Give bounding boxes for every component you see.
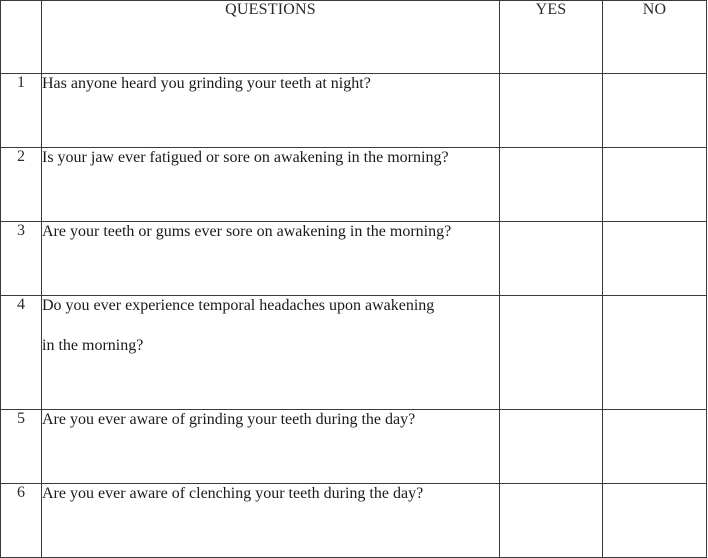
question-label: Is your jaw ever fatigued or sore on awakening in the morning? bbox=[42, 149, 449, 166]
question-label-line-2: in the morning? bbox=[42, 337, 144, 354]
table-row bbox=[1, 148, 707, 222]
table-row bbox=[1, 296, 707, 410]
table-row bbox=[1, 222, 707, 296]
no-answer-cell[interactable] bbox=[603, 410, 707, 484]
header-number-cell bbox=[1, 1, 42, 74]
header-no: NO bbox=[603, 1, 707, 74]
row-number: 4 bbox=[1, 296, 42, 410]
question-text bbox=[42, 296, 500, 410]
row-number: 1 bbox=[1, 74, 42, 148]
yes-answer-cell[interactable] bbox=[500, 74, 603, 148]
no-answer-cell[interactable] bbox=[603, 74, 707, 148]
no-answer-cell[interactable] bbox=[603, 222, 707, 296]
no-answer-cell[interactable] bbox=[603, 484, 707, 558]
header-questions: QUESTIONS bbox=[42, 1, 500, 74]
question-label: Are your teeth or gums ever sore on awakening in the morning? bbox=[42, 223, 452, 240]
question-text bbox=[42, 222, 500, 296]
row-number: 3 bbox=[1, 222, 42, 296]
no-answer-cell[interactable] bbox=[603, 148, 707, 222]
yes-answer-cell[interactable] bbox=[500, 484, 603, 558]
question-label: Are you ever aware of grinding your teeth during the day? bbox=[42, 411, 416, 428]
question-text bbox=[42, 148, 500, 222]
question-text bbox=[42, 74, 500, 148]
row-number: 5 bbox=[1, 410, 42, 484]
question-text bbox=[42, 484, 500, 558]
question-text bbox=[42, 410, 500, 484]
yes-answer-cell[interactable] bbox=[500, 222, 603, 296]
table-row bbox=[1, 410, 707, 484]
question-label-line-1: Do you ever experience temporal headaches upon awakening bbox=[42, 297, 435, 314]
yes-answer-cell[interactable] bbox=[500, 410, 603, 484]
row-number: 6 bbox=[1, 484, 42, 558]
header-yes: YES bbox=[500, 1, 603, 74]
row-number: 2 bbox=[1, 148, 42, 222]
header-row bbox=[1, 1, 707, 74]
yes-answer-cell[interactable] bbox=[500, 148, 603, 222]
yes-answer-cell[interactable] bbox=[500, 296, 603, 410]
question-label: Are you ever aware of clenching your teeth during the day? bbox=[42, 485, 424, 502]
table-row bbox=[1, 484, 707, 558]
question-label: Has anyone heard you grinding your teeth at night? bbox=[42, 75, 371, 92]
table-row bbox=[1, 74, 707, 148]
no-answer-cell[interactable] bbox=[603, 296, 707, 410]
